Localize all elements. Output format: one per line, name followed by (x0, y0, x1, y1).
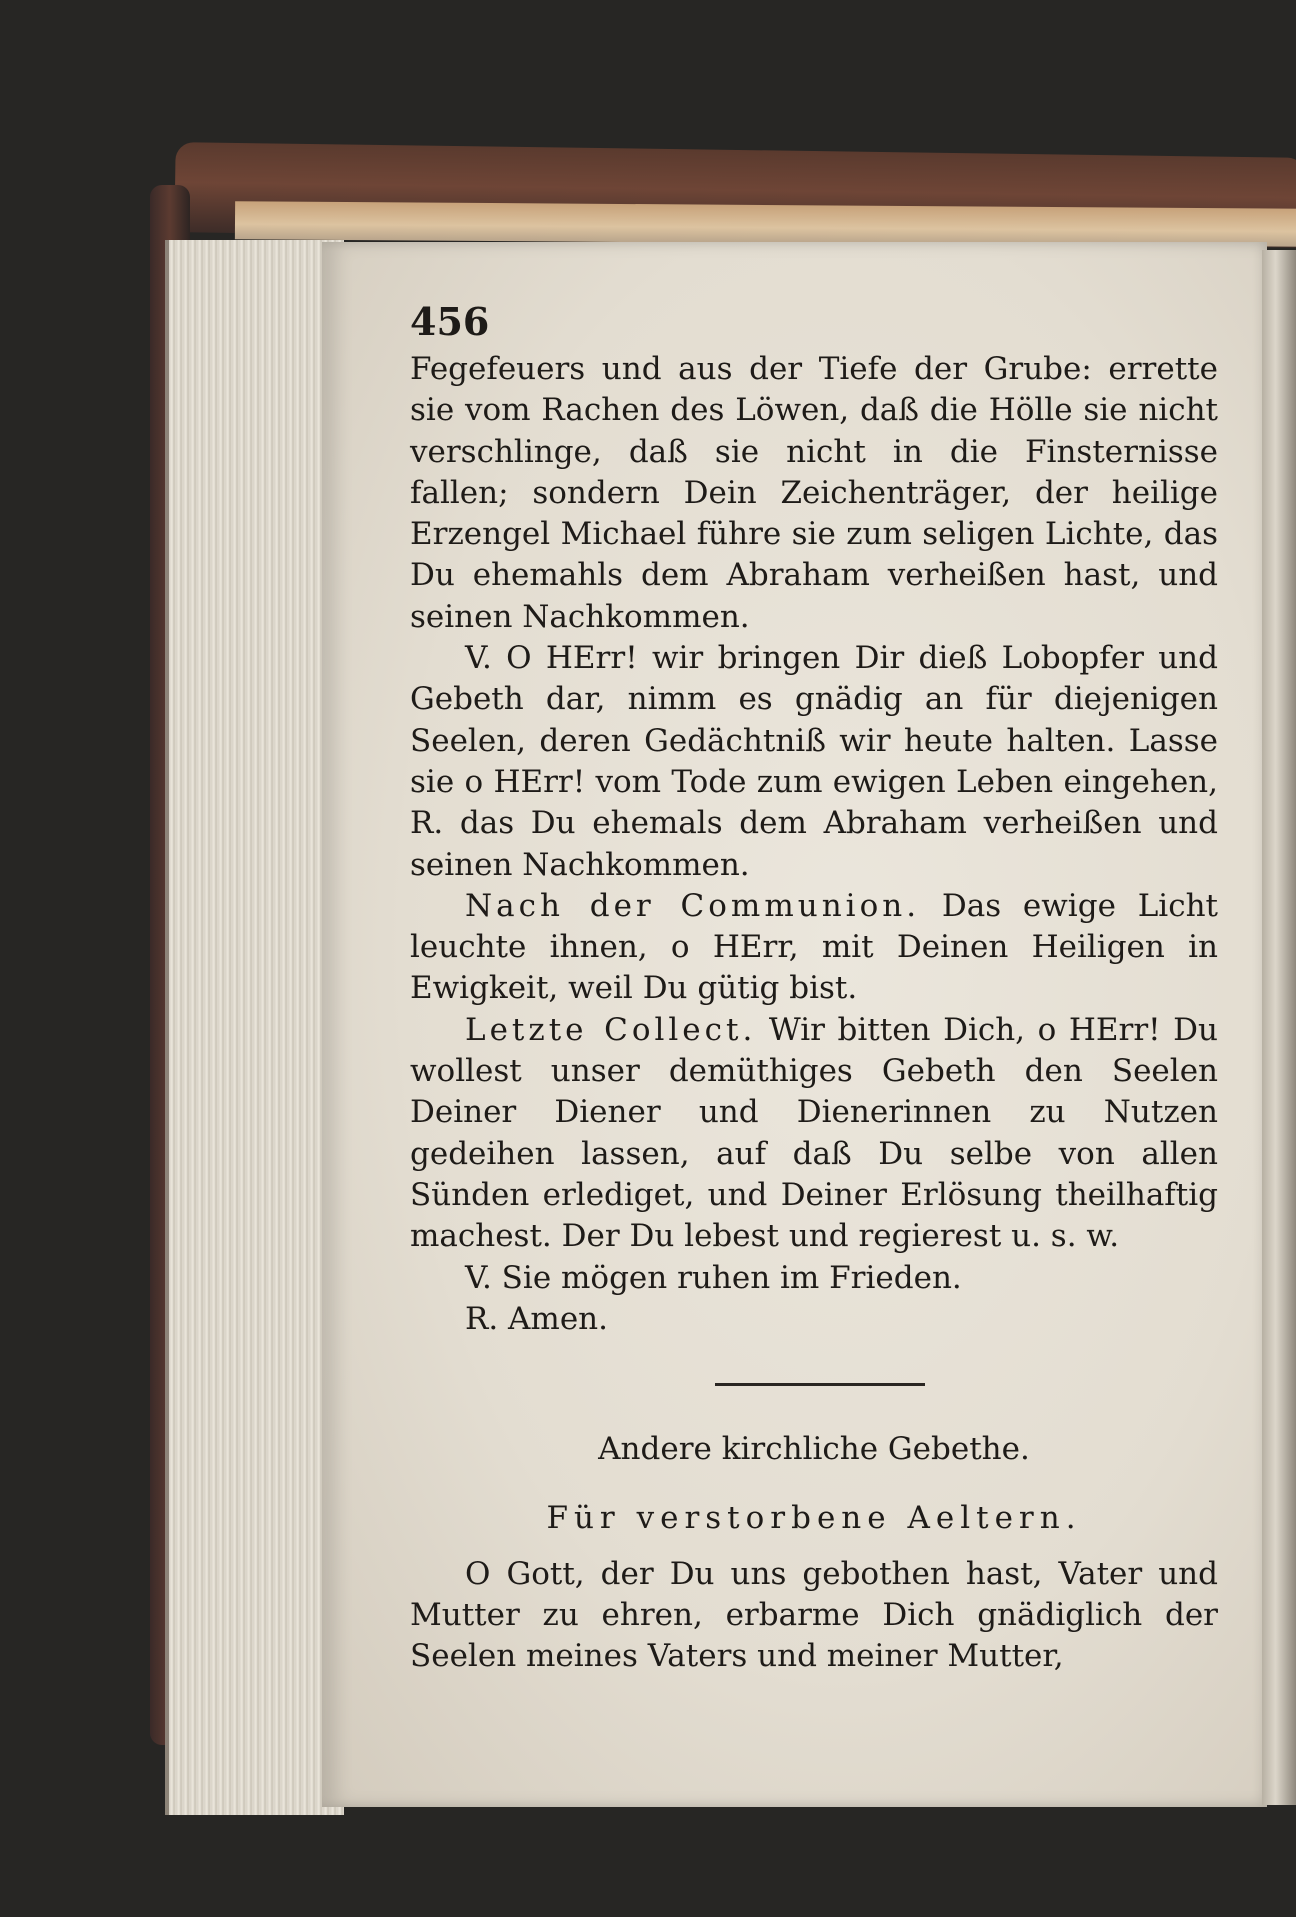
page-edge-top (235, 201, 1296, 246)
paragraph-offertory: Fegefeuers und aus der Tiefe der Grube: errette sie vom Rachen des Löwen, daß die Hölle sie nicht verschlinge, daß sie nicht in die Finsternisse fallen; sondern Dein Zeichenträger, der heilige Erzengel Michael führe sie zum seligen Lichte, das Du ehemahls dem Abraham verheißen hast, und seinen Nachkommen. (410, 351, 1218, 635)
collect-text: Wir bitten Dich, o HErr! Du wollest unser demüthiges Gebeth den Seelen Deiner Diener und Dienerinnen zu Nutzen gedeihen lassen, auf daß Du selbe von allen Sünden erlediget, und Deiner Erlösung theilhaftig machest. Der Du lebest und regierest u. s. w. (410, 1011, 1218, 1255)
page-stack-left (165, 240, 344, 1815)
page-text (410, 299, 1218, 1678)
section-divider (715, 1383, 925, 1386)
communion-text: Das ewige Licht leuchte ihnen, o HErr, mit Deinen Heiligen in Ewigkeit, weil Du gütig bist. (410, 887, 1218, 1007)
section-heading: Andere kirchliche Gebethe. (598, 1431, 1030, 1468)
paragraph-versicle: V. O HErr! wir bringen Dir dieß Lobopfer und Gebeth dar, nimm es gnädig an für diejenigen Seelen, deren Gedächtniß wir heute halten. Lasse sie o HErr! vom Tode zum ewigen Leben eingehen, R. das Du ehemals dem Abraham verheißen und seinen Nachkommen. (410, 640, 1218, 883)
page-edge-right (1262, 250, 1296, 1805)
communion-label: Nach der Communion. (465, 887, 921, 924)
paragraph-communion (410, 886, 1218, 1010)
response-line: R. Amen. (465, 1300, 608, 1337)
paragraph-parents-prayer: O Gott, der Du uns gebothen hast, Vater und Mutter zu ehren, erbarme Dich gnädiglich der Seelen meines Vaters und meiner Mutter, (410, 1555, 1218, 1675)
page-number: 456 (410, 299, 490, 344)
collect-label: Letzte Collect. (465, 1011, 757, 1048)
versicle-line: V. Sie mögen ruhen im Frieden. (465, 1259, 962, 1296)
paragraph-collect (410, 1010, 1218, 1258)
section-subheading: Für verstorbene Aeltern. (546, 1500, 1082, 1537)
